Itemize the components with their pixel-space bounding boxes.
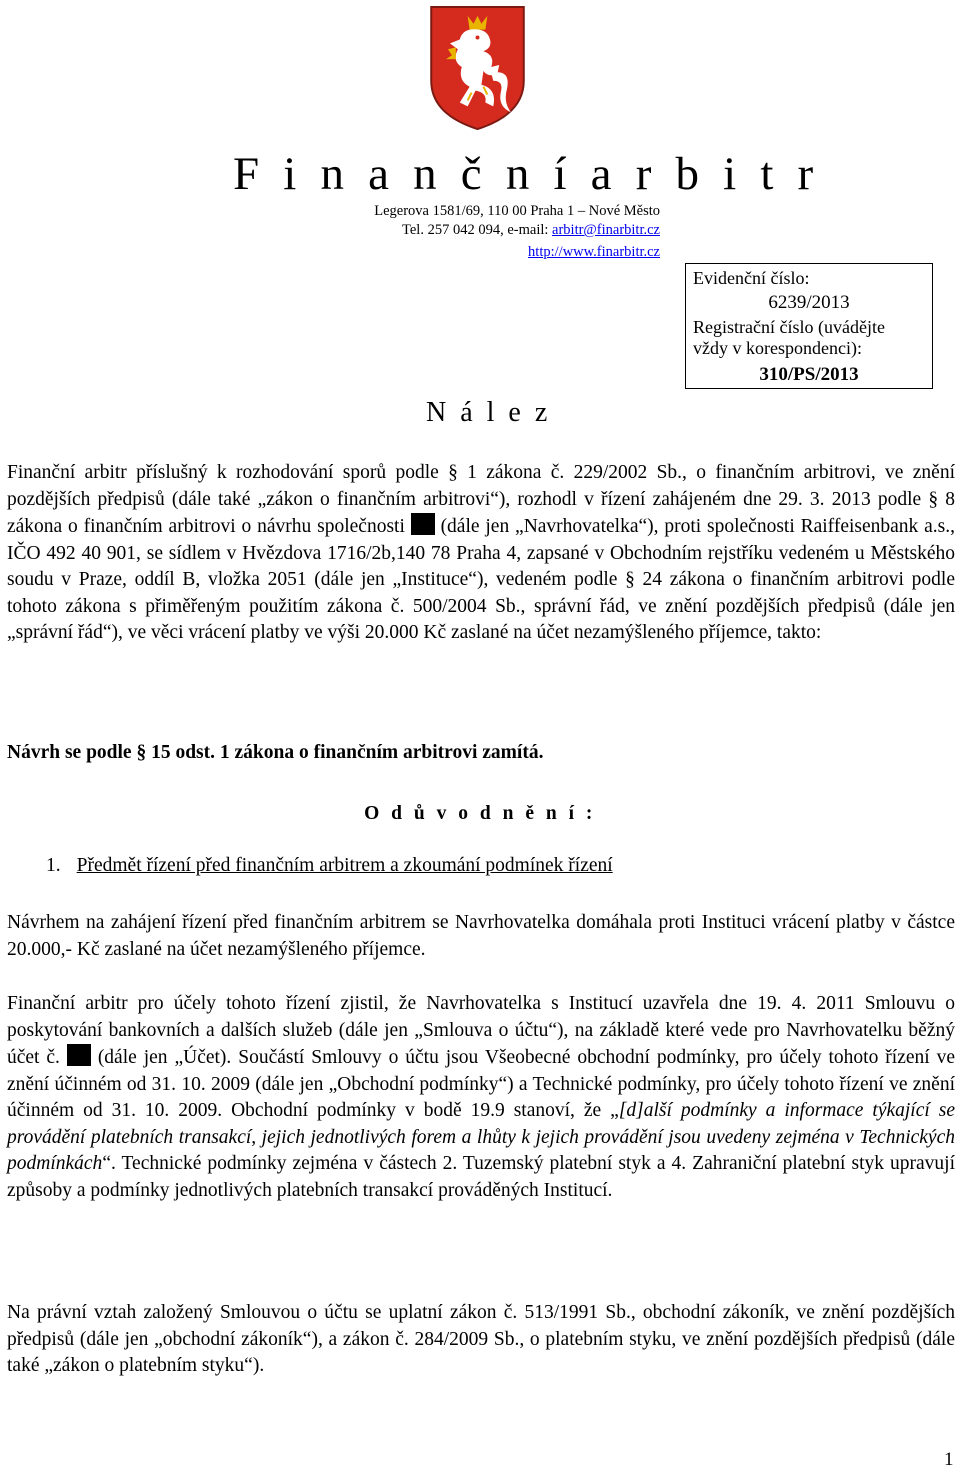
contact-line xyxy=(402,221,660,239)
contract-text-a: Finanční arbitr pro účely tohoto řízení zjistil, že Navrhovatelka s Institucí uzavřela dne 19. 4. 2011 Smlouvu o poskytování bankovních a dalších služeb (dále jen „Smlouva o účtu“), na základě které vede pro Navrhovatelku běžný účet č. xyxy=(7,993,955,1068)
contract-quote: [d]alší podmínky a informace týkající se provádění platebních transakcí, jejich jednotlivých forem a lhůty k jejich provádění jsou uvedeny zejména v Technických podmínkách xyxy=(7,1100,955,1174)
evidence-number-label: Evidenční číslo: xyxy=(693,268,810,288)
registration-number: 310/PS/2013 xyxy=(759,364,859,385)
section-number: 1. xyxy=(46,855,61,876)
czech-lion-coat-of-arms-icon xyxy=(428,4,527,132)
web-link[interactable]: http://www.finarbitr.cz xyxy=(528,244,660,260)
intro-paragraph xyxy=(7,460,955,647)
evidence-box xyxy=(685,263,933,389)
contact-text: Tel. 257 042 094, e-mail: xyxy=(402,222,553,238)
contract-paragraph xyxy=(7,991,955,1204)
evidence-number: 6239/2013 xyxy=(768,292,850,313)
intro-text-2: (dále jen „Navrhovatelka“), proti společnosti Raiffeisenbank a.s., IČO 492 40 901, se sídlem v Hvězdova 1716/2b,140 78 Praha 4, zapsané v Obchodním rejstříku vedeném u Městského soudu v Praze, oddíl B, vložka 2051 (dále jen „Instituce“), vedeném podle § 24 zákona o finančním arbitrovi podle tohoto zákona s přiměřeným použitím zákona č. 500/2004 Sb., správní řád, ve znění pozdějších předpisů (dále jen „správní řád“), ve věci vrácení platby ve výši 20.000 Kč zaslané na účet nezamýšleného příjemce, takto: xyxy=(7,516,955,643)
document-title: F i n a n č n í a r b i t r xyxy=(233,148,820,200)
verdict: Návrh se podle § 15 odst. 1 zákona o finančním arbitrovi zamítá. xyxy=(7,742,544,763)
section-heading xyxy=(46,853,613,879)
registration-label-line2: vždy v korespondenci): xyxy=(693,338,862,358)
redaction-block xyxy=(411,513,435,535)
intro-text-1: Finanční arbitr příslušný k rozhodování sporů podle § 1 zákona č. 229/2002 Sb., o finančním arbitrovi, ve znění pozdějších předpisů (dále také „zákon o finančním arbitrovi“), rozhodl v řízení zahájeném dne 29. 3. 2013 podle § 8 zákona o finančním arbitrovi o návrhu společnosti xyxy=(7,462,955,537)
section-title: Předmět řízení před finančním arbitrem a zkoumání podmínek řízení xyxy=(76,855,613,876)
email-link[interactable]: arbitr@finarbitr.cz xyxy=(552,222,660,238)
claim-paragraph: Návrhem na zahájení řízení před finančním arbitrem se Navrhovatelka domáhala proti Instituci vrácení platby v částce 20.000,- Kč zaslané na účet nezamýšleného příjemce. xyxy=(7,912,955,960)
contract-text-c: “. Technické podmínky zejména v částech 2. Tuzemský platební styk a 4. Zahraniční platební styk upravují způsoby a podmínky jednotlivých platebních transakcí prováděných Institucí. xyxy=(7,1153,955,1201)
page-number: 1 xyxy=(944,1449,954,1470)
law-paragraph: Na právní vztah založený Smlouvou o účtu se uplatní zákon č. 513/1991 Sb., obchodní zákoník, ve znění pozdějších předpisů (dále jen „obchodní zákoník“), a zákon č. 284/2009 Sb., o platebním styku, ve znění pozdějších předpisů (dále také „zákon o platebním styku“). xyxy=(7,1302,955,1376)
registration-label-line1: Registrační číslo (uvádějte xyxy=(693,317,885,337)
reasoning-heading: O d ů v o d n ě n í : xyxy=(364,803,596,824)
document-type-heading: N á l e z xyxy=(426,397,551,428)
address-line: Legerova 1581/69, 110 00 Praha 1 – Nové Město xyxy=(374,203,660,219)
contract-text-b: (dále jen „Účet). Součástí Smlouvy o účtu jsou Všeobecné obchodní podmínky, pro účely tohoto řízení ve znění účinném od 31. 10. 2009 (dále jen „Obchodní podmínky“) a Technické podmínky, pro účely tohoto řízení ve znění účinném od 31. 10. 2009. Obchodní podmínky v bodě 19.9 stanoví, že „ xyxy=(7,1047,956,1121)
redaction-block xyxy=(67,1044,91,1066)
web-line xyxy=(528,243,660,261)
